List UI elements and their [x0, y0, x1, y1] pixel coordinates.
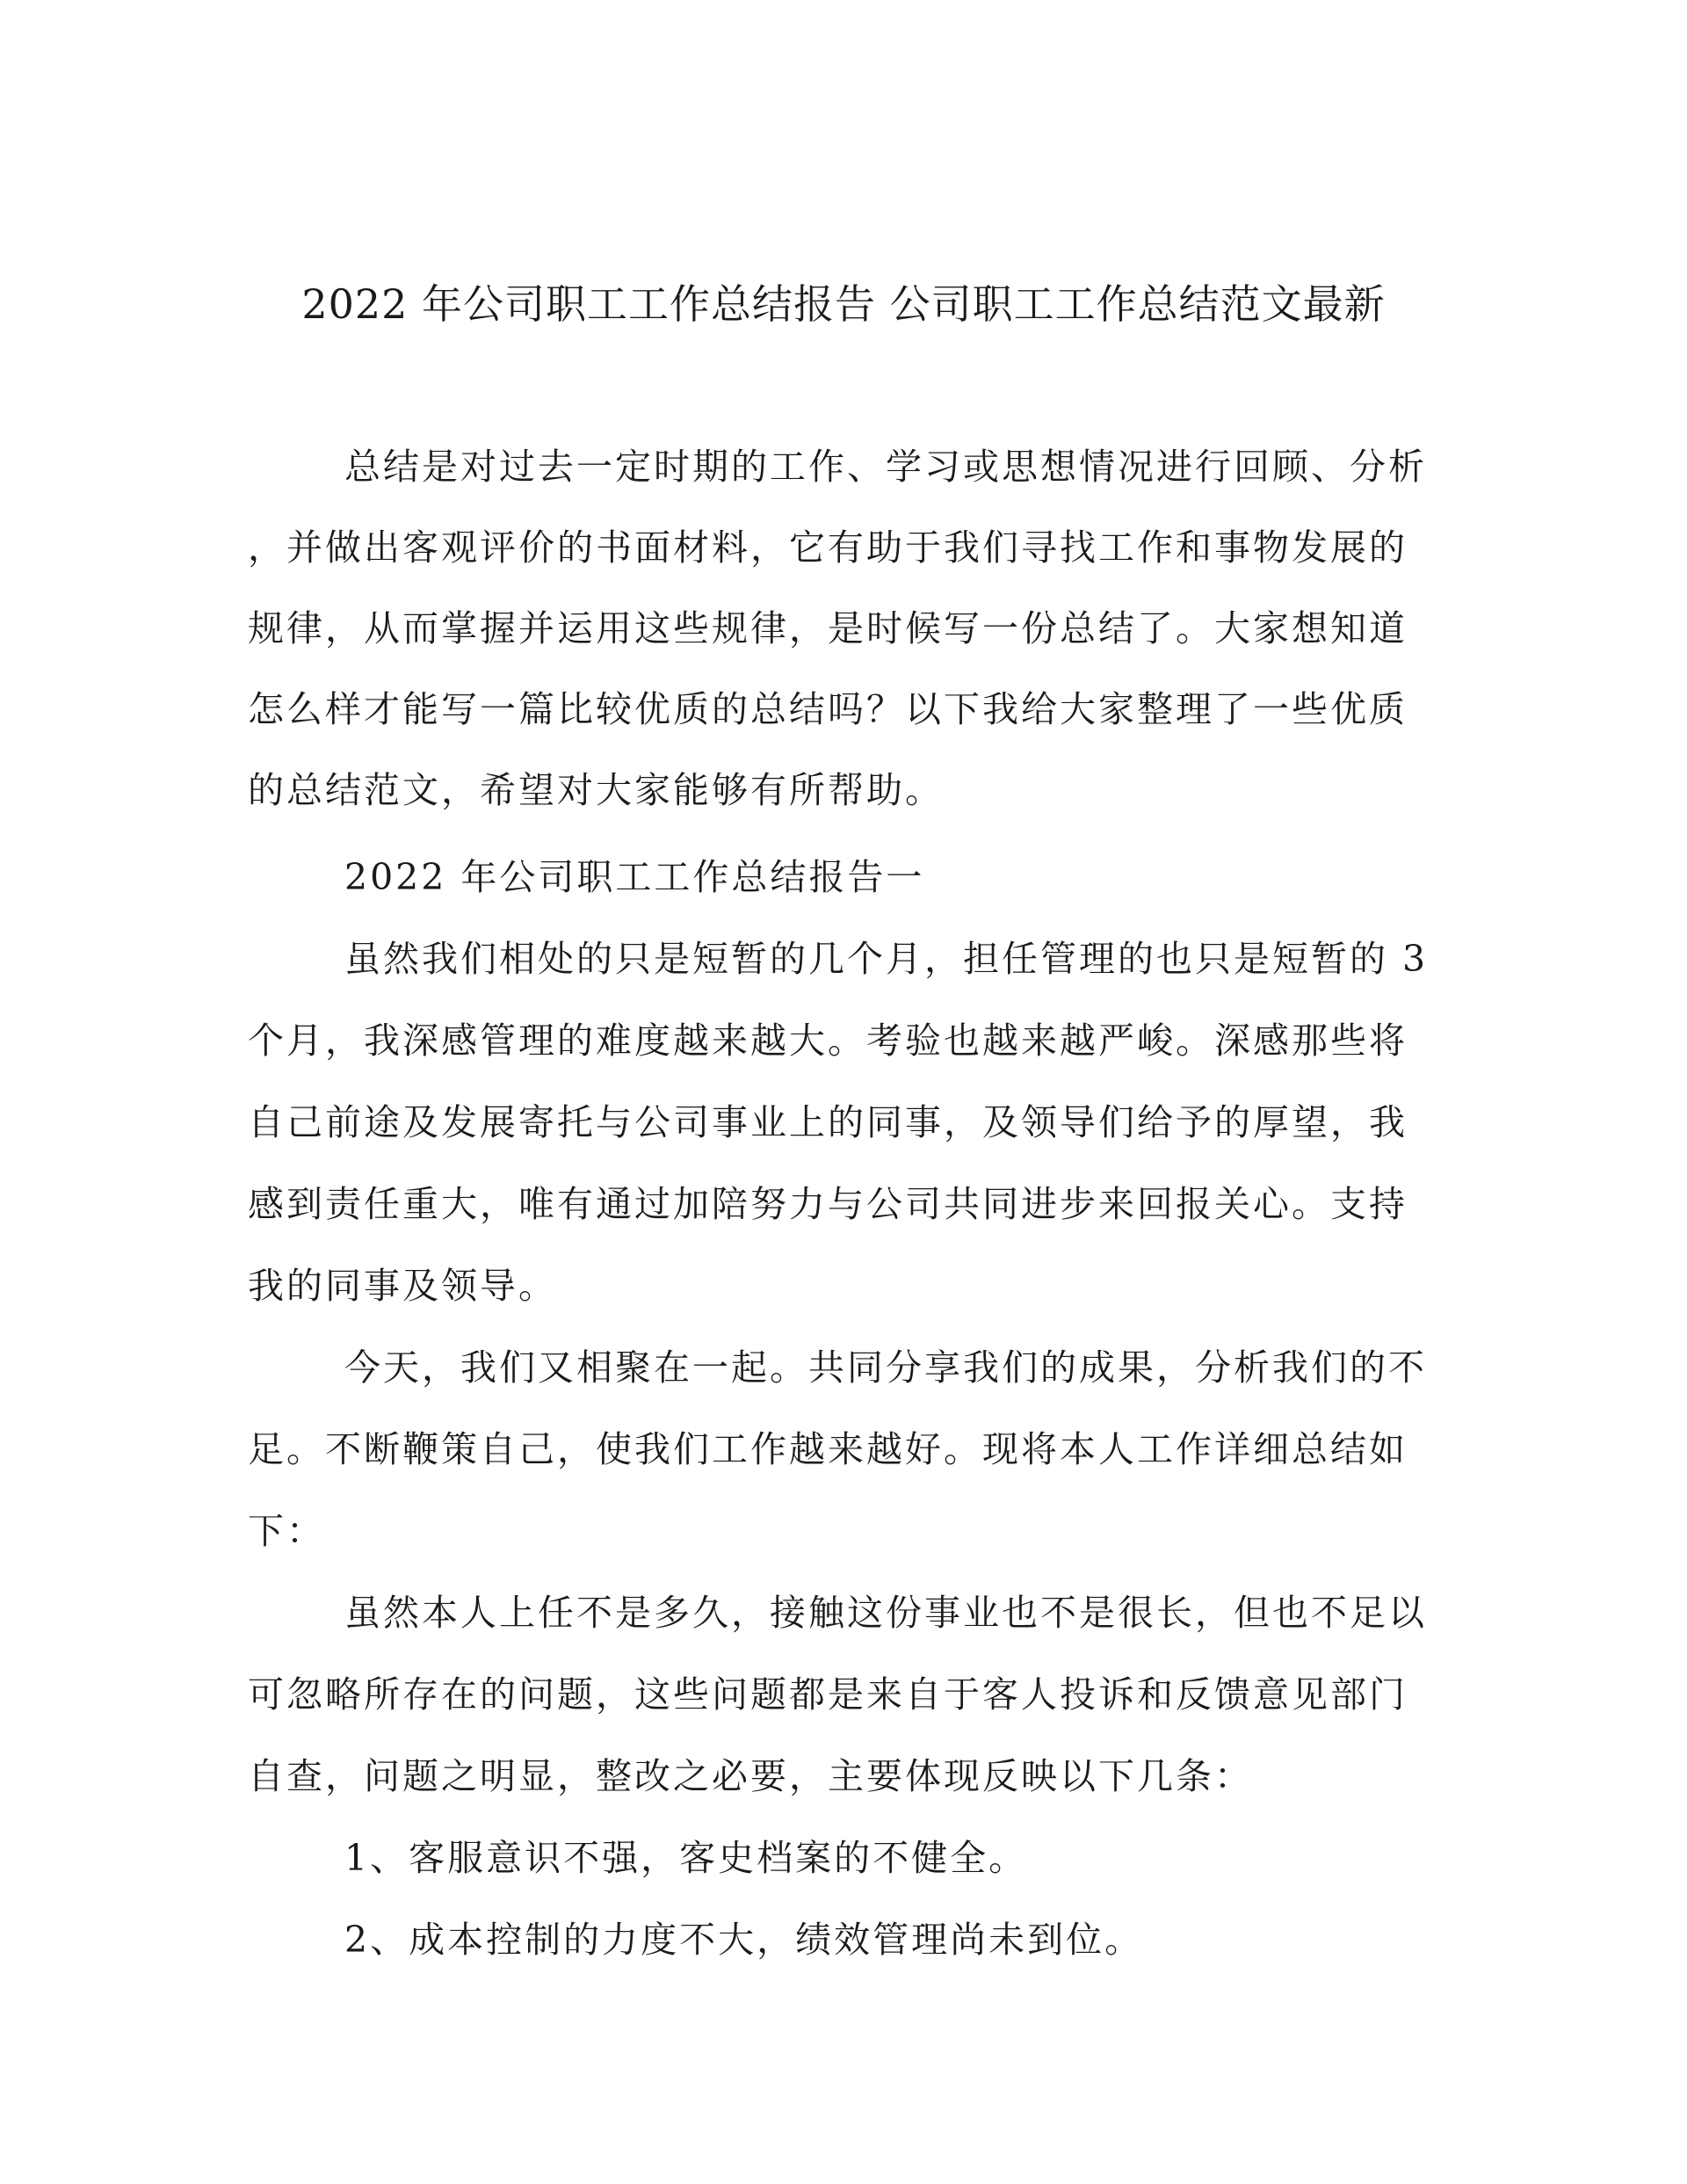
- paragraph-line: 自己前途及发展寄托与公司事业上的同事，及领导们给予的厚望，我: [248, 1101, 1408, 1143]
- paragraph-line: ，并做出客观评价的书面材料，它有助于我们寻找工作和事物发展的: [248, 526, 1408, 569]
- paragraph-line: 下：: [248, 1510, 325, 1552]
- paragraph-line: 自查，问题之明显，整改之必要，主要体现反映以下几条：: [248, 1755, 1253, 1797]
- section-heading: 2022 年公司职工工作总结报告一: [344, 856, 925, 898]
- paragraph-line: 个月，我深感管理的难度越来越大。考验也越来越严峻。深感那些将: [248, 1019, 1408, 1062]
- paragraph-line: 足。不断鞭策自己，使我们工作越来越好。现将本人工作详细总结如: [248, 1428, 1408, 1470]
- paragraph-line: 虽然我们相处的只是短暂的几个月，担任管理的也只是短暂的 3: [344, 938, 1429, 980]
- paragraph-line: 虽然本人上任不是多久，接触这份事业也不是很长，但也不足以: [344, 1592, 1427, 1634]
- paragraph-line: 今天，我们又相聚在一起。共同分享我们的成果，分析我们的不: [344, 1346, 1427, 1389]
- document-title: 2022 年公司职工工作总结报告 公司职工工作总结范文最新: [301, 280, 1386, 328]
- list-item: 1、客服意识不强，客史档案的不健全。: [344, 1837, 1028, 1879]
- paragraph-line: 的总结范文，希望对大家能够有所帮助。: [248, 769, 944, 811]
- paragraph-line: 可忽略所存在的问题，这些问题都是来自于客人投诉和反馈意见部门: [248, 1673, 1408, 1716]
- paragraph-line: 规律，从而掌握并运用这些规律，是时候写一份总结了。大家想知道: [248, 607, 1408, 649]
- paragraph-line: 我的同事及领导。: [248, 1265, 557, 1307]
- paragraph-line: 怎么样才能写一篇比较优质的总结吗？以下我给大家整理了一些优质: [248, 688, 1408, 730]
- paragraph-line: 感到责任重大，唯有通过加陪努力与公司共同进步来回报关心。支持: [248, 1183, 1408, 1225]
- paragraph-line: 总结是对过去一定时期的工作、学习或思想情况进行回顾、分析: [344, 446, 1427, 488]
- list-item: 2、成本控制的力度不大，绩效管理尚未到位。: [344, 1919, 1144, 1961]
